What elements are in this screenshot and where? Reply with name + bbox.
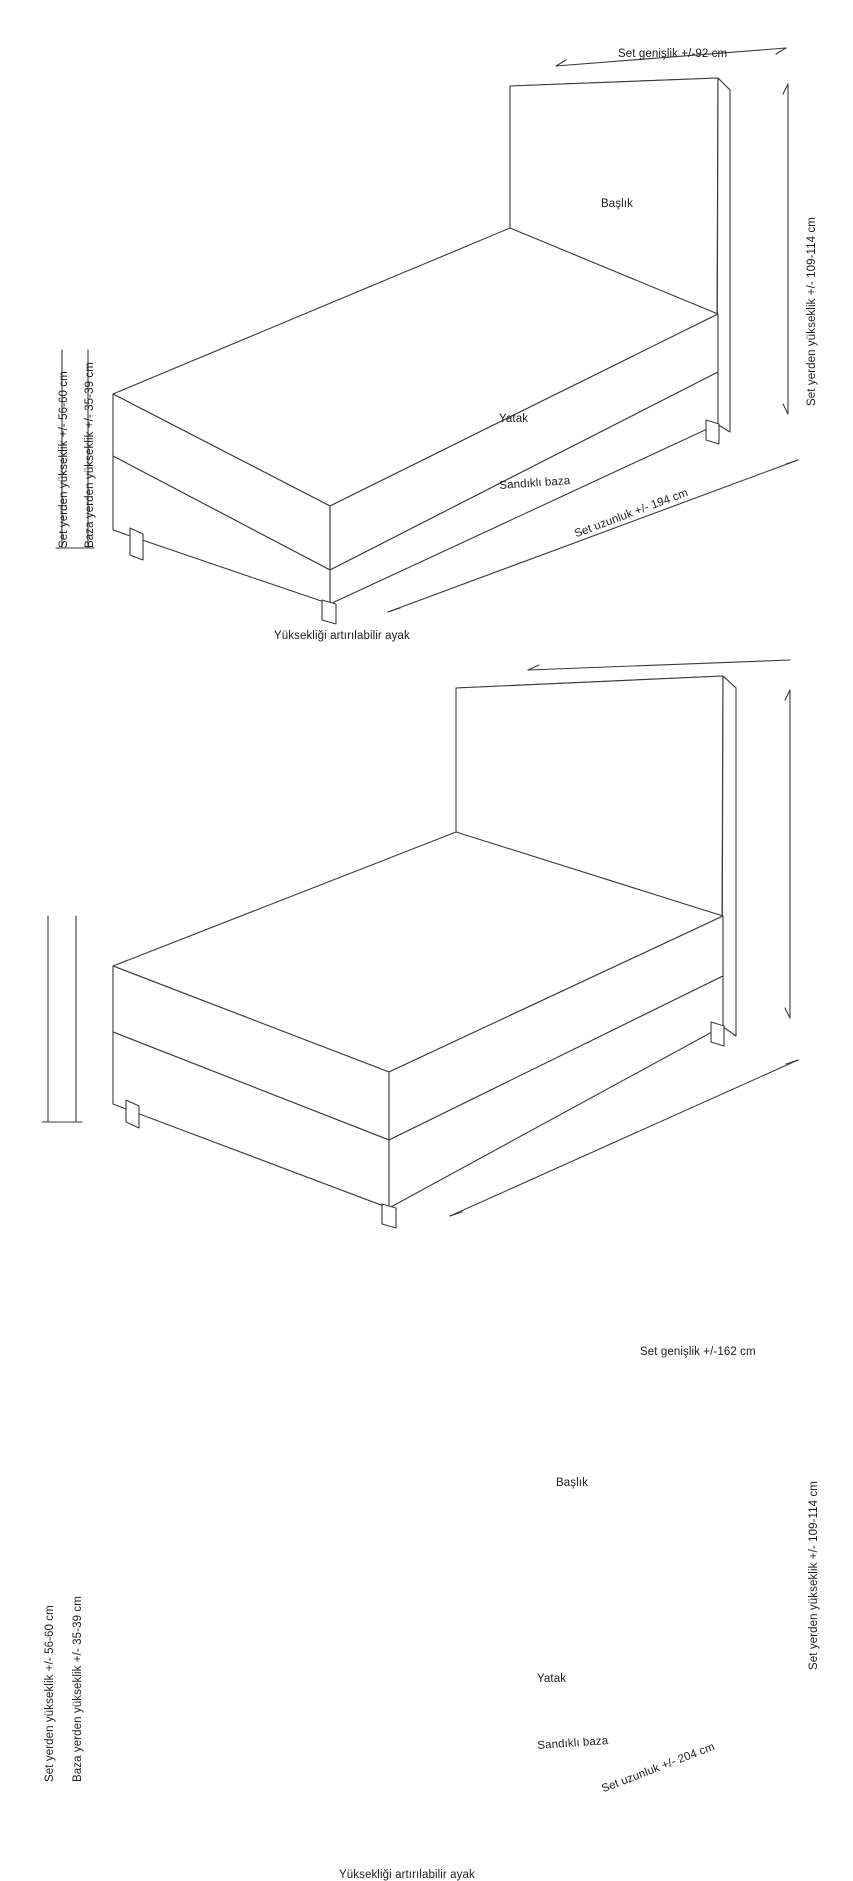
double-total-height-label: Set yerden yükseklik +/- 109-114 cm bbox=[808, 1481, 820, 1670]
single-bed-drawing bbox=[0, 0, 853, 660]
double-base-height-left-label: Baza yerden yükseklik +/- 35-39 cm bbox=[72, 1596, 84, 1782]
single-length-label: Set uzunluk +/- 194 cm bbox=[573, 486, 690, 541]
height-arrow-bottom bbox=[785, 1008, 790, 1018]
length-arrow-right bbox=[786, 460, 798, 464]
headboard-side bbox=[722, 676, 736, 1036]
double-bed-drawing bbox=[0, 660, 853, 1280]
height-arrow-bottom bbox=[783, 404, 788, 414]
double-mattress-label: Yatak bbox=[537, 1673, 567, 1685]
double-base-label: Sandıklı baza bbox=[537, 1735, 609, 1752]
single-bed-diagram bbox=[0, 0, 853, 660]
double-headboard-label: Başlık bbox=[556, 1477, 588, 1489]
height-arrow-top bbox=[785, 690, 790, 700]
leg-left bbox=[130, 528, 143, 560]
single-total-height-label: Set yerden yükseklik +/- 109-114 cm bbox=[806, 217, 818, 406]
leg-right bbox=[711, 1022, 724, 1046]
double-bed-diagram bbox=[0, 660, 853, 1881]
height-arrow-top bbox=[783, 84, 788, 94]
headboard-side bbox=[717, 78, 730, 432]
double-set-height-left-label: Set yerden yükseklik +/- 56-60 cm bbox=[44, 1605, 56, 1782]
width-dimension-line bbox=[528, 660, 790, 670]
length-arrow-left bbox=[450, 1212, 462, 1216]
single-set-height-left-label: Set yerden yükseklik +/- 56-60 cm bbox=[58, 371, 70, 548]
leg-right bbox=[706, 420, 719, 444]
single-width-label: Set genişlik +/-92 cm bbox=[618, 48, 728, 60]
double-width-label: Set genişlik +/-162 cm bbox=[640, 1346, 756, 1358]
leg-front bbox=[382, 1204, 396, 1228]
leg-front bbox=[322, 600, 336, 624]
single-mattress-label: Yatak bbox=[499, 413, 529, 425]
length-arrow-right bbox=[786, 1060, 798, 1064]
double-foot-label: Yüksekliği artırılabilir ayak bbox=[339, 1869, 475, 1881]
single-base-height-left-label: Baza yerden yükseklik +/- 35-39 cm bbox=[84, 362, 96, 548]
double-length-label: Set uzunluk +/- 204 cm bbox=[600, 1740, 717, 1796]
single-base-label: Sandıklı baza bbox=[499, 475, 571, 492]
length-arrow-left bbox=[388, 608, 400, 612]
single-foot-label: Yüksekliği artırılabilir ayak bbox=[274, 630, 410, 642]
single-headboard-label: Başlık bbox=[601, 198, 633, 210]
